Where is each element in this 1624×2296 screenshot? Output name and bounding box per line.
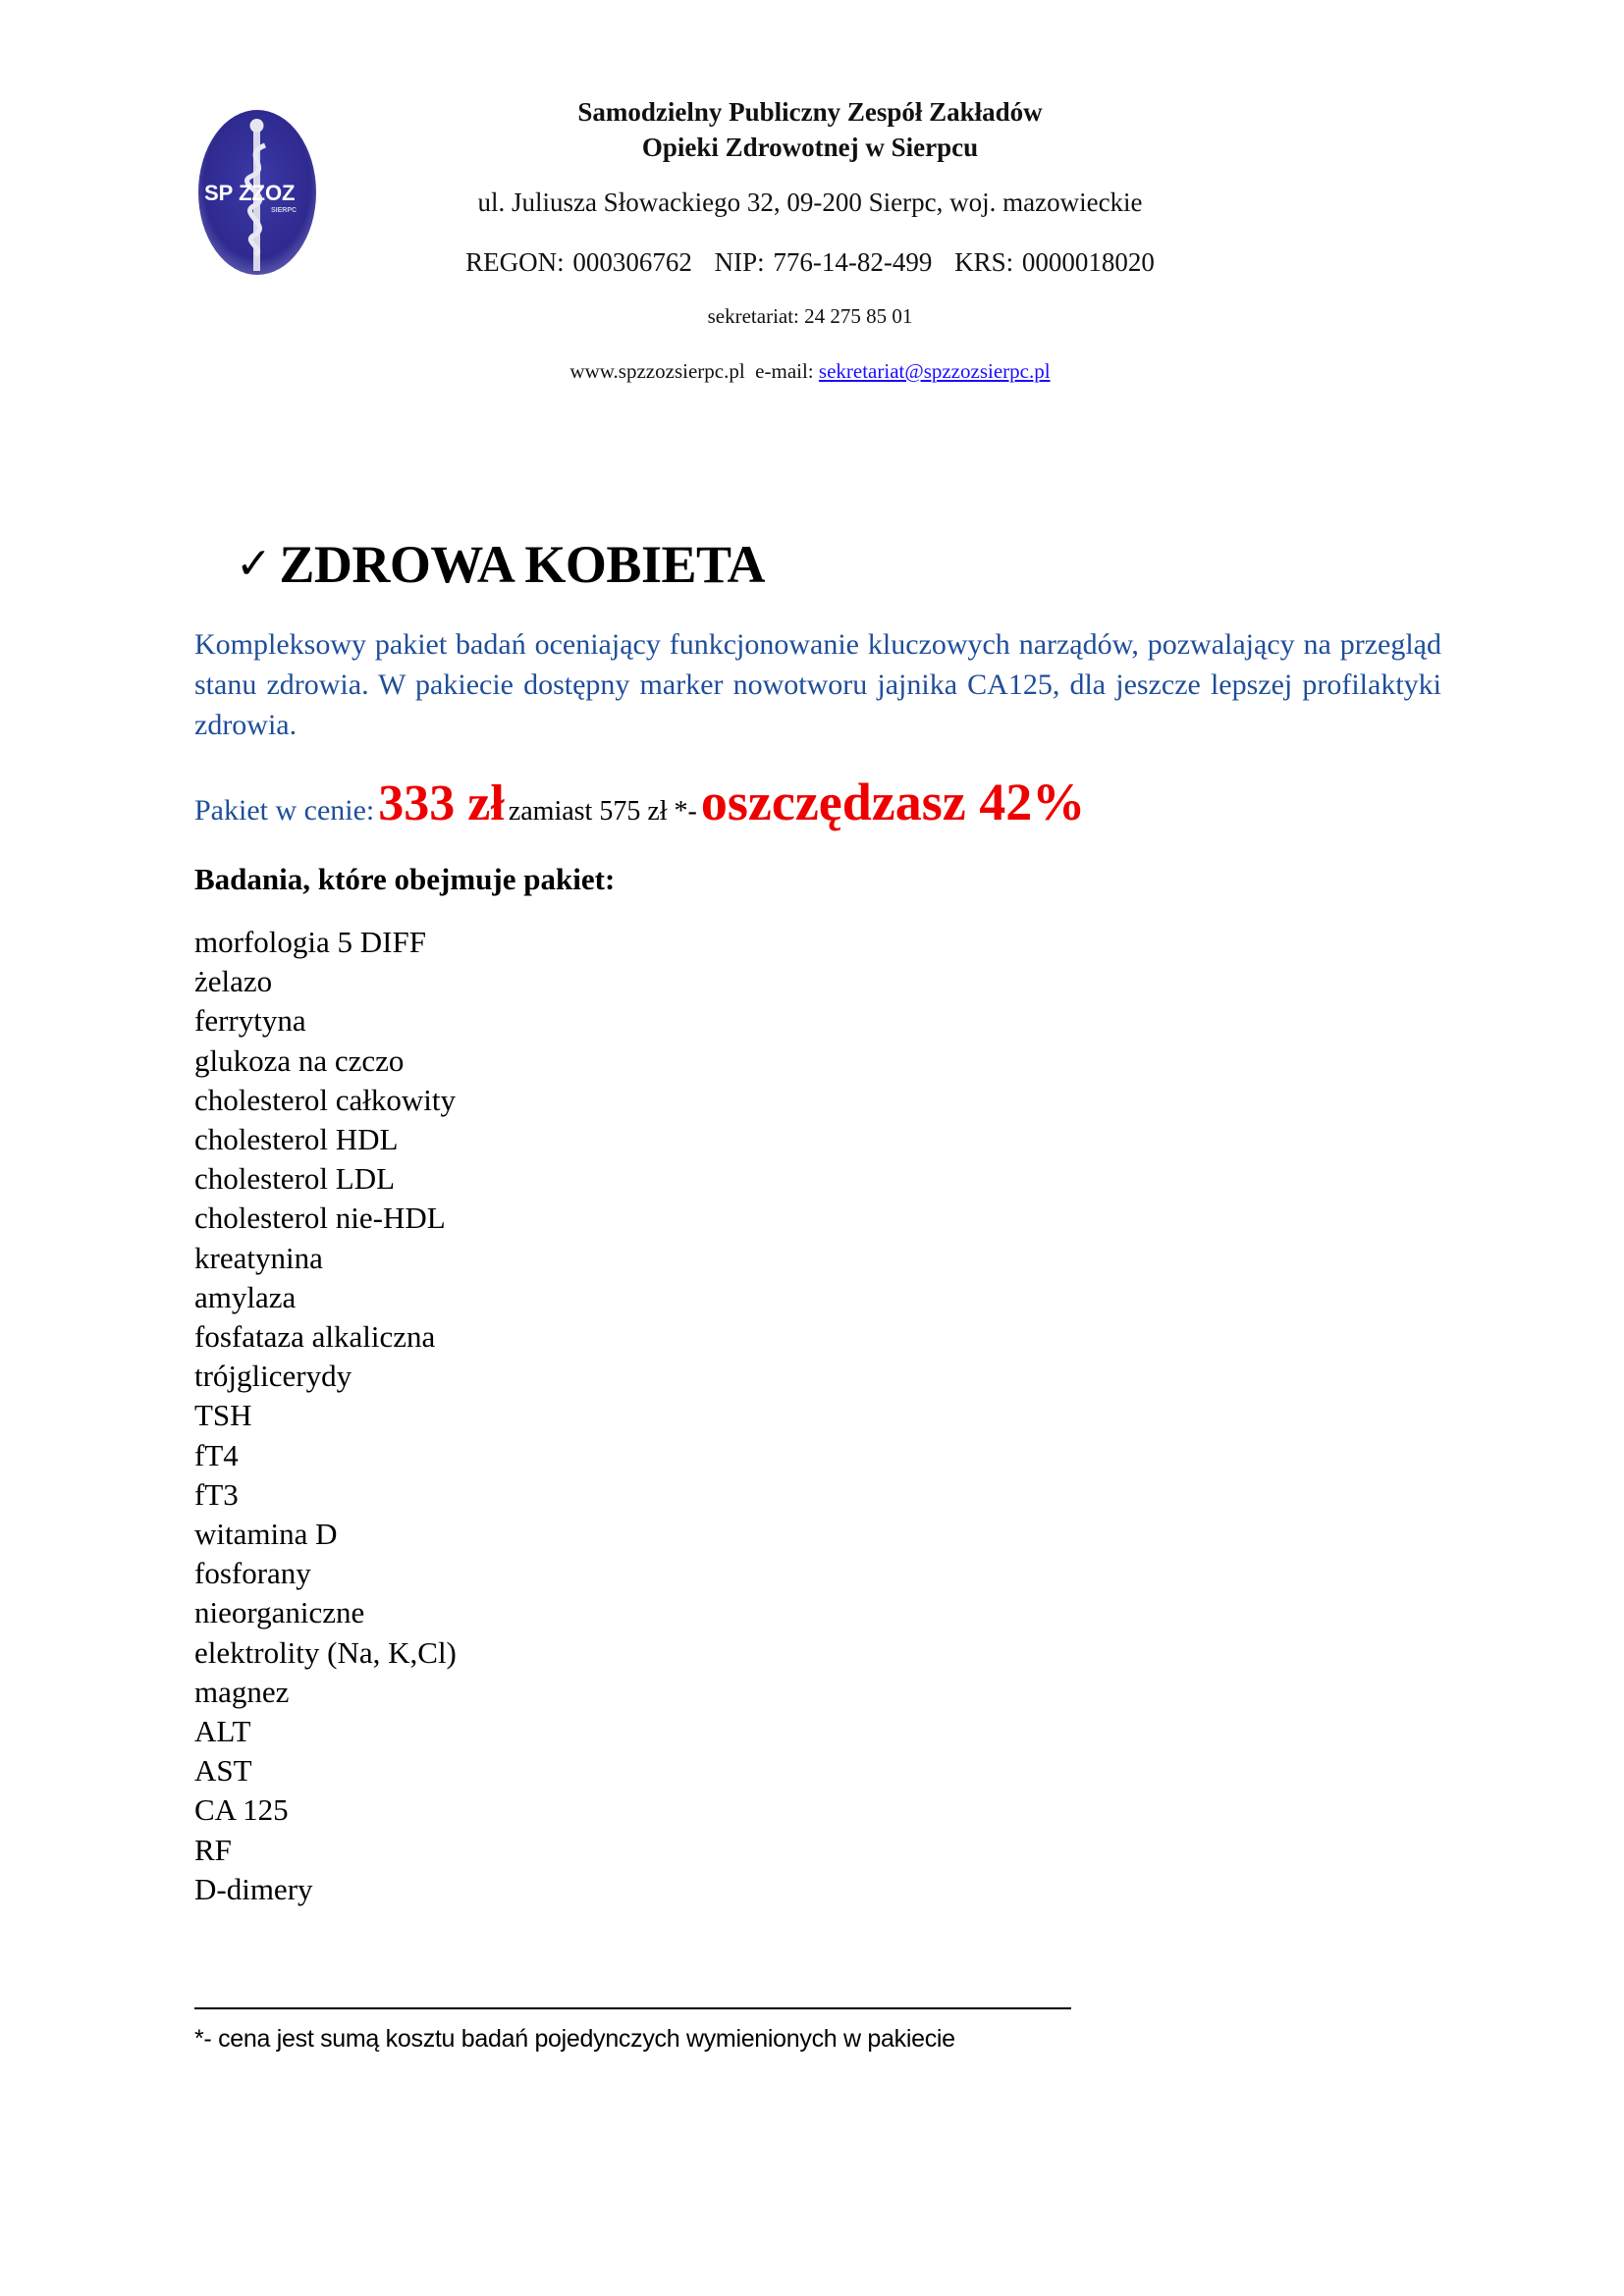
list-item: fT3 — [194, 1476, 239, 1512]
regon-number: REGON: 000306762 — [465, 247, 692, 277]
package-title — [236, 530, 765, 603]
list-item: ferrytyna — [194, 1003, 306, 1039]
contact-line — [393, 356, 1227, 386]
list-item: D-dimery — [194, 1871, 313, 1906]
list-item: fT4 — [194, 1437, 239, 1472]
savings-badge: oszczędzasz 42% — [700, 773, 1086, 831]
package-price: 333 zł — [378, 775, 505, 831]
nip-number: NIP: 776-14-82-499 — [714, 247, 933, 277]
list-item: żelazo — [194, 964, 273, 999]
list-item: cholesterol HDL — [194, 1122, 399, 1157]
org-address: ul. Juliusza Słowackiego 32, 09-200 Sierpc, woj. mazowieckie — [477, 187, 1143, 217]
list-item: ALT — [194, 1714, 251, 1749]
list-item: fosforany — [194, 1556, 311, 1591]
list-item: trójglicerydy — [194, 1359, 352, 1394]
list-item: RF — [194, 1832, 232, 1867]
checkmark-icon: ✓ — [236, 540, 272, 588]
svg-text:SP ZZOZ: SP ZZOZ — [204, 181, 296, 205]
list-item: CA 125 — [194, 1792, 289, 1828]
list-item: TSH — [194, 1398, 252, 1433]
list-item: nieorganiczne — [194, 1595, 365, 1630]
price-line — [194, 772, 1085, 832]
organization-logo — [196, 106, 324, 278]
list-item: glukoza na czczo — [194, 1042, 405, 1078]
email-label: e-mail: — [755, 359, 814, 383]
org-name-line2: Opieki Zdrowotnej w Sierpcu — [641, 133, 979, 162]
org-registration-ids — [393, 244, 1227, 280]
svg-text:SIERPC: SIERPC — [271, 207, 298, 214]
list-item: cholesterol LDL — [194, 1161, 396, 1197]
tests-heading: Badania, które obejmuje pakiet: — [194, 862, 616, 896]
list-item: cholesterol całkowity — [194, 1082, 456, 1117]
old-price: zamiast 575 zł *- — [508, 796, 697, 827]
list-item: AST — [194, 1753, 252, 1789]
package-description: Kompleksowy pakiet badań oceniający funkcjonowanie kluczowych narządów, pozwalający na przegląd stanu zdrowia. W pakiecie dostępny marker nowotworu jajnika CA125, dla jeszcze lepszej profilaktyki zdrowia. — [194, 628, 1441, 741]
footnote-divider — [194, 2007, 1071, 2009]
caduceus-icon — [196, 106, 324, 278]
list-item: fosfataza alkaliczna — [194, 1319, 436, 1355]
list-item: amylaza — [194, 1279, 297, 1314]
secretariat-phone: sekretariat: 24 275 85 01 — [707, 304, 913, 328]
footnote-text: *- cena jest sumą kosztu badań pojedynczych wymienionych w pakiecie — [194, 2025, 955, 2053]
price-label: Pakiet w cenie: — [194, 794, 375, 827]
list-item: cholesterol nie-HDL — [194, 1201, 446, 1236]
organization-header — [393, 94, 1227, 386]
list-item: elektrolity (Na, K,Cl) — [194, 1634, 457, 1670]
email-link[interactable]: sekretariat@spzzozsierpc.pl — [818, 359, 1051, 383]
list-item: kreatynina — [194, 1240, 323, 1275]
list-item: magnez — [194, 1674, 290, 1709]
tests-list — [194, 923, 457, 1909]
website-text: www.spzzozsierpc.pl — [569, 359, 745, 383]
package-title-text: ZDROWA KOBIETA — [279, 535, 765, 594]
list-item: morfologia 5 DIFF — [194, 925, 426, 959]
org-name-line1: Samodzielny Publiczny Zespół Zakładów — [577, 97, 1043, 127]
list-item: witamina D — [194, 1517, 338, 1552]
krs-number: KRS: 0000018020 — [954, 247, 1155, 277]
